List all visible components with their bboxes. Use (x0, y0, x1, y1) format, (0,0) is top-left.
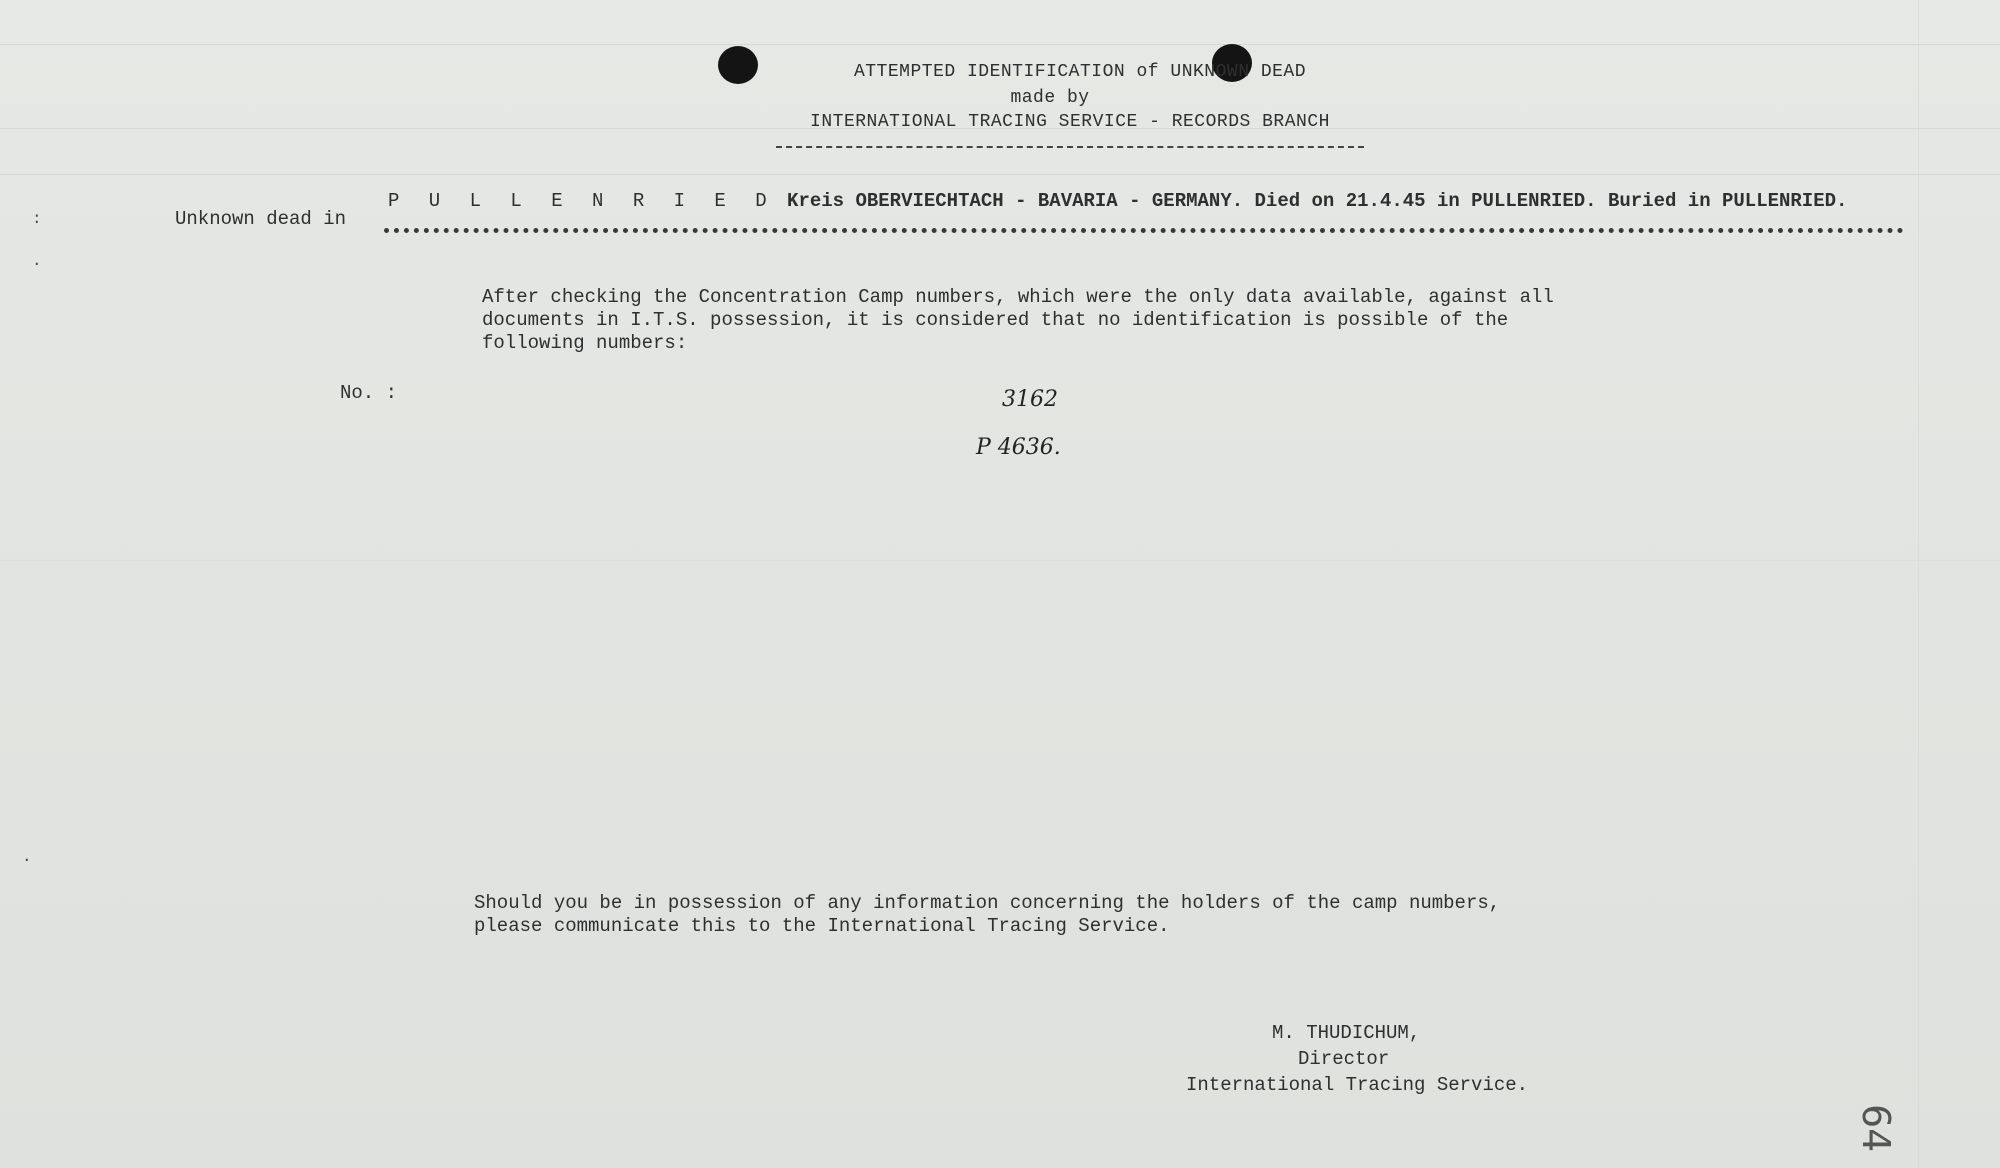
header-underline (776, 146, 1364, 148)
signatory-organisation: International Tracing Service. (1186, 1074, 1529, 1096)
ruled-line (0, 560, 2000, 561)
made-by-line: made by (1010, 88, 1090, 108)
ruled-line (0, 44, 2000, 45)
page-number: 64 (1854, 1104, 1898, 1153)
body-line: documents in I.T.S. possession, it is considered that no identification is possible of the (482, 309, 1509, 331)
dotted-leader (384, 228, 1904, 233)
camp-number: P 4636. (976, 435, 1061, 460)
closing-line: Should you be in possession of any information concerning the holders of the camp numbers, (474, 892, 1501, 914)
margin-mark: . (32, 252, 42, 270)
margin-mark: . (22, 848, 32, 866)
issuing-organisation: INTERNATIONAL TRACING SERVICE - RECORDS BRANCH (810, 112, 1330, 132)
body-line: After checking the Concentration Camp numbers, which were the only data available, against all (482, 286, 1554, 308)
closing-line: please communicate this to the International Tracing Service. (474, 915, 1170, 937)
place-details: Kreis OBERVIECHTACH - BAVARIA - GERMANY. Died on 21.4.45 in PULLENRIED. Buried in PULLENRIED. (787, 190, 1848, 212)
place-line (388, 190, 1847, 212)
signatory-title: Director (1298, 1048, 1390, 1070)
closing-paragraph (474, 892, 1500, 938)
camp-number: 3162 (1002, 387, 1058, 412)
place-name: P U L L E N R I E D (388, 190, 776, 212)
ruled-line (1918, 0, 1919, 1168)
document-title: ATTEMPTED IDENTIFICATION of UNKNOWN DEAD (853, 62, 1307, 82)
unknown-dead-label: Unknown dead in (175, 208, 347, 230)
signatory-name: M. THUDICHUM, (1272, 1022, 1421, 1044)
body-paragraph (482, 286, 1554, 355)
ruled-line (0, 174, 2000, 175)
margin-mark: : (32, 210, 42, 228)
numbers-label: No. : (340, 382, 398, 404)
body-line: following numbers: (482, 332, 688, 354)
